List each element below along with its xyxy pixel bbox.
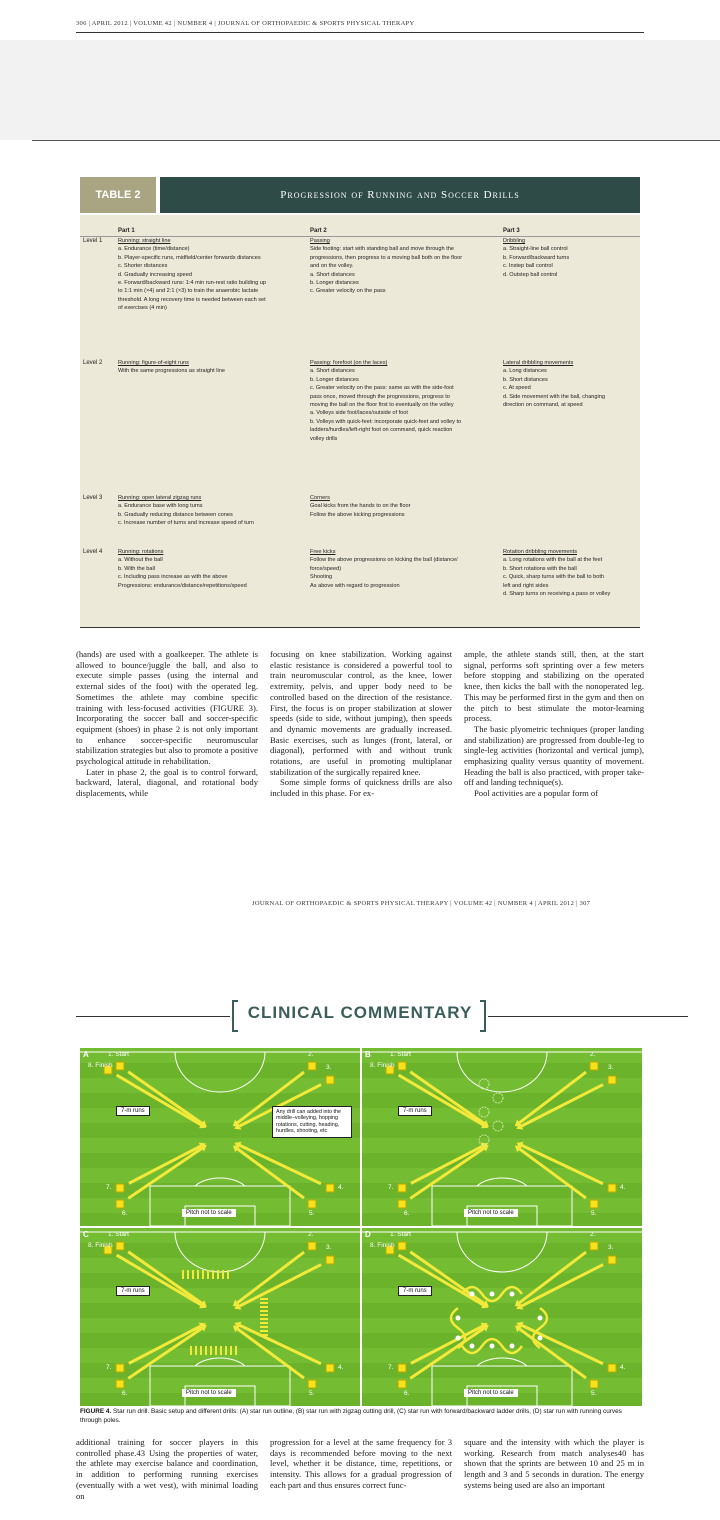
page-header: 306 | APRIL 2012 | VOLUME 42 | NUMBER 4 | JOURNAL OF ORTHOPAEDIC & SPORTS PHYSICAL THERAPY: [76, 20, 415, 27]
cone-marker: [308, 1242, 316, 1250]
cell-line: volley drills: [310, 435, 338, 442]
pole-marker: [510, 1344, 515, 1349]
cell-line: d. Gradually increasing speed: [118, 271, 193, 278]
part3-header: Part 3: [503, 228, 520, 234]
cell-heading: Passing: [310, 238, 330, 244]
cell-heading: Running: straight line: [118, 238, 171, 244]
cone-number: 7.: [388, 1184, 394, 1191]
cell-line: a. Endurance (time/distance): [118, 246, 190, 253]
cell-line: Shooting: [310, 574, 333, 581]
cone-marker: [308, 1062, 316, 1070]
paragraph: square and the intensity with which the player is working. Research from match analyses40 has shown that the sprints are between 10 and 25 m in length and 3 and 5 seconds in duration. The energy systems being used are also an important: [464, 1437, 644, 1490]
cone-number: 7.: [388, 1364, 394, 1371]
cone-number: 4.: [338, 1364, 344, 1371]
pole-marker: [456, 1316, 461, 1321]
cone-number: 2.: [308, 1231, 314, 1238]
cell-line: d. Side movement with the ball, changing: [503, 393, 605, 400]
cone-number: 5.: [309, 1390, 315, 1397]
cone-number: 5.: [309, 1210, 315, 1217]
panel-a: [80, 1048, 360, 1226]
finish-label: 8. Finish: [370, 1242, 395, 1249]
cell-line: direction on command, at speed: [503, 402, 583, 409]
table-body: [80, 215, 640, 627]
cone-number: 4.: [620, 1364, 626, 1371]
cell-line: a. Long distances: [503, 368, 547, 375]
cell-line: Follow the above progressions on kicking the ball (distance/: [310, 557, 458, 564]
scale-label: Pitch not to scale: [182, 1389, 236, 1397]
cell-line: b. Short distances: [503, 376, 548, 383]
cell-line: force/speed): [310, 565, 342, 572]
paragraph: progression for a level at the same frequency for 3 days is recommended before moving to the next level, whether it be distance, time, repetitions, or intensity. This allows for a gradual progression of each part and thus ensures correct func-: [270, 1437, 452, 1490]
text-column-1-p307: [76, 1437, 258, 1501]
cone-marker: [116, 1380, 124, 1388]
cone-marker: [116, 1364, 124, 1372]
text-column-2-p307: [270, 1437, 452, 1491]
level2-part3: [503, 359, 638, 409]
runs-label: 7-m runs: [398, 1286, 432, 1296]
table-label: TABLE 2: [80, 177, 156, 213]
cone-number: 6.: [122, 1390, 128, 1397]
cone-number: 6.: [404, 1210, 410, 1217]
panel-c: [80, 1228, 360, 1406]
cell-line: progressions, then progress to a moving ball both on the floor: [310, 254, 463, 261]
runs-label: 7-m runs: [398, 1106, 432, 1116]
cell-line: moving the ball on the floor first to eventually on the volley: [310, 402, 454, 409]
level-label: Level 3: [83, 495, 103, 501]
paragraph: (hands) are used with a goalkeeper. The athlete is allowed to bounce/juggle the ball, and also to execute simple passes (using the internal and external sides of the foot) with the operated leg. Sometimes the athlete may combine specific training with less-focused activities (FIGURE 3). Incorporating the soccer ball and soccer-specific equipment (shoes) in phase 2 is not only important to enhance soccer-specific neuromuscular stabilization strategies but also to promote a positive psychological attitude in rehabilitation.: [76, 649, 258, 767]
level1-part3: [503, 237, 638, 279]
cell-line: b. Gradually reducing distance between cones: [118, 511, 233, 518]
cone-marker: [590, 1062, 598, 1070]
cell-heading: Rotation dribbling movements: [503, 549, 577, 555]
finish-label: 8. Finish: [88, 1242, 113, 1249]
paragraph: Some simple forms of quickness drills are also included in this phase. For ex-: [270, 777, 452, 799]
cone-marker: [398, 1200, 406, 1208]
cell-line: to 1:1 min (×4) and 2:1 (×3) to train the anaerobic lactate: [118, 288, 259, 295]
cone-number: 6.: [404, 1390, 410, 1397]
bracket-right: [480, 1000, 486, 1032]
level-label: Level 1: [83, 238, 103, 244]
cell-line: As above with regard to progression: [310, 582, 400, 589]
pole-marker: [538, 1316, 543, 1321]
drill-note: Any drill can added into the middle–volleying, hopping rotations, cutting, heading, hurdles, shooting, etc: [272, 1106, 352, 1138]
panel-letter: A: [83, 1050, 89, 1059]
cone-number: 5.: [591, 1390, 597, 1397]
cell-line: d. Outstep ball control: [503, 271, 558, 278]
level1-part1: [118, 237, 306, 313]
pitch-drawing: [80, 1228, 360, 1406]
cell-line: b. Player-specific runs, midfield/center forwards distances: [118, 254, 261, 261]
cell-line: a. Short distances: [310, 368, 355, 375]
cell-heading: Running: rotations: [118, 549, 164, 555]
pitch-stripe: [80, 1138, 360, 1153]
page-footer: JOURNAL OF ORTHOPAEDIC & SPORTS PHYSICAL THERAPY | VOLUME 42 | NUMBER 4 | APRIL 2012 | 307: [252, 900, 591, 907]
header-rule: [76, 32, 644, 33]
cone-number: 2.: [308, 1051, 314, 1058]
level4-part3: [503, 548, 638, 598]
cone-marker: [326, 1364, 334, 1372]
zigzag-cone: [493, 1093, 503, 1103]
cone-marker: [590, 1242, 598, 1250]
cone-marker: [116, 1184, 124, 1192]
level2-part1: [118, 359, 306, 376]
paragraph: focusing on knee stabilization. Working against elastic resistance is considered a powerful tool to train neuromuscular control, as the knee, lower extremity, pelvis, and upper body need to be controlled based on the direction of the resistance. First, the focus is on proper stabilization at slower speeds (side to side, without jumping), then speeds and dynamic movements are gradually increased. Basic exercises, such as lunges (front, lateral, or diagonal), performed with and without trunk rotations, are useful in promoting multiplanar stabilization of the surgically repaired knee.: [270, 649, 452, 777]
cone-number: 7.: [106, 1364, 112, 1371]
cell-line: a. Straight-line ball control: [503, 246, 568, 253]
cone-marker: [398, 1184, 406, 1192]
cell-line: c. Increase number of turns and increase speed of turn: [118, 520, 254, 527]
level2-part2: [310, 359, 500, 443]
level4-part2: [310, 548, 500, 590]
cone-number: 2.: [590, 1231, 596, 1238]
cone-marker: [608, 1256, 616, 1264]
level1-part2: [310, 237, 500, 296]
cell-line: c. Shorter distances: [118, 263, 168, 270]
cell-heading: Running: figure-of-eight runs: [118, 360, 189, 366]
cone-marker: [590, 1200, 598, 1208]
cell-line: a. Volleys side foot/laces/outside of foot: [310, 410, 408, 417]
cell-line: c. Quick, sharp turns with the ball to both: [503, 574, 605, 581]
cc-rule-right: [488, 1016, 688, 1017]
cell-line: left and right sides: [503, 582, 549, 589]
pole-marker: [456, 1336, 461, 1341]
text-column-3-p307: [464, 1437, 644, 1491]
cone-marker: [608, 1364, 616, 1372]
cell-line: c. Instep ball control: [503, 263, 553, 270]
cell-line: b. Longer distances: [310, 376, 359, 383]
cone-marker: [608, 1184, 616, 1192]
cone-number: 2.: [590, 1051, 596, 1058]
panel-b: [362, 1048, 642, 1226]
pole-marker: [538, 1336, 543, 1341]
cc-rule-left: [76, 1016, 230, 1017]
cell-line: Goal kicks from the hands to on the floor: [310, 503, 411, 510]
cone-number: 7.: [106, 1184, 112, 1191]
cell-line: b. Short rotations with the ball: [503, 565, 577, 572]
text-column-2: [270, 649, 452, 799]
ladder: [260, 1298, 268, 1336]
finish-label: 8. Finish: [88, 1062, 113, 1069]
cell-line: pass once, moved through the progressions, progress to: [310, 393, 450, 400]
cell-line: Side footing: start with standing ball and move through the: [310, 246, 454, 253]
start-label: 1. Start: [390, 1231, 411, 1238]
start-label: 1. Start: [108, 1051, 129, 1058]
paragraph: Pool activities are a popular form of: [474, 788, 599, 799]
cone-number: 6.: [122, 1210, 128, 1217]
level4-part1: [118, 548, 306, 590]
pole-marker: [490, 1292, 495, 1297]
cone-marker: [116, 1200, 124, 1208]
cone-marker: [116, 1062, 124, 1070]
cone-number: 3.: [608, 1244, 614, 1251]
cone-marker: [608, 1076, 616, 1084]
cell-line: of exercises (4 min): [118, 305, 167, 312]
paragraph: Later in phase 2, the goal is to control forward, backward, lateral, diagonal, and rotational body displacements, while: [76, 766, 258, 799]
cone-marker: [398, 1242, 406, 1250]
caption-label: FIGURE 4.: [80, 1408, 112, 1415]
cell-line: b. Forward/backward turns: [503, 254, 570, 261]
cell-line: a. Endurance base with long turns: [118, 503, 203, 510]
cell-line: a. Short distances: [310, 271, 355, 278]
caption-text: Star run drill. Basic setup and different drills: (A) star run outline, (B) star run with zigzag cutting drill, (C) star run with forward/backward ladder drills, (D) star run with running curves through poles.: [80, 1408, 622, 1424]
cell-line: ladders/hurdles/left-right foot on command, quick reaction: [310, 427, 453, 434]
cell-line: Follow the above kicking progressions: [310, 511, 405, 518]
cell-heading: Lateral dribbling movements: [503, 360, 574, 366]
figure-caption: [80, 1408, 642, 1425]
pole-marker: [510, 1292, 515, 1297]
cone-number: 4.: [338, 1184, 344, 1191]
text-column-3: [464, 649, 644, 799]
text-column-1: [76, 649, 258, 799]
level-label: Level 4: [83, 549, 103, 555]
pole-marker: [490, 1344, 495, 1349]
scale-label: Pitch not to scale: [464, 1209, 518, 1217]
paragraph: The basic plyometric techniques (proper landing and stabilization) are progressed from double-leg to single-leg activities (horizontal and vertical jump), emphasizing quality versus quantity of movement. Heading the ball is also practiced, with proper take-off and landing technique(s).: [464, 723, 644, 788]
cone-marker: [326, 1076, 334, 1084]
cone-marker: [326, 1184, 334, 1192]
start-label: 1. Start: [108, 1231, 129, 1238]
scale-label: Pitch not to scale: [464, 1389, 518, 1397]
pitch-stripe: [80, 1318, 360, 1333]
gray-band: [0, 40, 720, 140]
separator-rule: [32, 140, 720, 141]
panel-letter: B: [365, 1050, 371, 1059]
cell-line: c. Greater velocity on the pass: [310, 288, 386, 295]
table-bottom-rule: [80, 627, 640, 628]
cell-line: c. Greater velocity on the pass: same as with the side-foot: [310, 385, 454, 392]
cell-line: c. Including pass increase as with the above: [118, 574, 228, 581]
cell-line: threshold. A long recovery time is needed between each set: [118, 296, 266, 303]
pitch-drawing: [362, 1228, 642, 1406]
level-label: Level 2: [83, 360, 103, 366]
pitch-drawing: [362, 1048, 642, 1226]
pitch-stripe: [362, 1318, 642, 1333]
cone-number: 3.: [326, 1064, 332, 1071]
cone-marker: [398, 1062, 406, 1070]
cone-number: 3.: [326, 1244, 332, 1251]
paragraph: ample, the athlete stands still, then, at the start signal, performs soft sprinting over a few meters before stopping and stabilizing on the operated knee, then kicks the ball with the nonoperated leg. This may be performed first in the gym and then on the pitch to best stimulate the motor-learning process.: [464, 649, 644, 724]
cone-marker: [116, 1242, 124, 1250]
cone-marker: [398, 1364, 406, 1372]
cell-line: Progressions: endurance/distance/repetitions/speed: [118, 582, 247, 589]
cell-line: c. At speed: [503, 385, 531, 392]
panel-letter: D: [365, 1230, 371, 1239]
runs-label: 7-m runs: [116, 1106, 150, 1116]
cell-line: and on the volley.: [310, 263, 354, 270]
finish-label: 8. Finish: [370, 1062, 395, 1069]
cone-marker: [590, 1380, 598, 1388]
cell-heading: Corners: [310, 495, 330, 501]
cell-heading: Passing: forefoot (on the laces): [310, 360, 388, 366]
level3-part2: [310, 494, 500, 519]
cone-marker: [398, 1380, 406, 1388]
cone-marker: [308, 1380, 316, 1388]
start-label: 1. Start: [390, 1051, 411, 1058]
pole-marker: [470, 1344, 475, 1349]
cone-number: 5.: [591, 1210, 597, 1217]
cell-line: d. Sharp turns on receiving a pass or volley: [503, 591, 611, 598]
cone-number: 3.: [608, 1064, 614, 1071]
figure-4: [80, 1048, 642, 1406]
panel-letter: C: [83, 1230, 89, 1239]
runs-label: 7-m runs: [116, 1286, 150, 1296]
cell-heading: Free kicks: [310, 549, 336, 555]
paragraph: additional training for soccer players in this controlled phase.43 Using the properties of water, the athlete may exercise balance and coordination, in addition to performing running exercises (eventually with a wet vest), with minimal loading on: [76, 1437, 258, 1501]
level3-part1: [118, 494, 306, 528]
scale-label: Pitch not to scale: [182, 1209, 236, 1217]
cell-line: a. Long rotations with the ball at the feet: [503, 557, 603, 564]
cell-line: b. With the ball: [118, 565, 155, 572]
cone-marker: [326, 1256, 334, 1264]
table-header: [80, 177, 640, 213]
pole-marker: [470, 1292, 475, 1297]
cone-number: 4.: [620, 1184, 626, 1191]
cell-heading: Dribbling: [503, 238, 526, 244]
table-title: Progression of Running and Soccer Drills: [160, 177, 640, 213]
cell-line: With the same progressions as straight line: [118, 368, 225, 375]
pitch-stripe: [362, 1138, 642, 1153]
cell-line: a. Without the ball: [118, 557, 163, 564]
part1-header: Part 1: [118, 228, 135, 234]
part2-header: Part 2: [310, 228, 327, 234]
cell-line: b. Longer distances: [310, 280, 359, 287]
cone-marker: [308, 1200, 316, 1208]
section-title: CLINICAL COMMENTARY: [247, 1003, 473, 1022]
cell-line: e. Forward/backward runs: 1:4 min run-rest ratio building up: [118, 280, 266, 287]
cell-line: b. Volleys with quick-feet: incorporate quick-feet and volley to: [310, 418, 462, 425]
panel-d: [362, 1228, 642, 1406]
cell-heading: Running: open lateral zigzag runs: [118, 495, 202, 501]
